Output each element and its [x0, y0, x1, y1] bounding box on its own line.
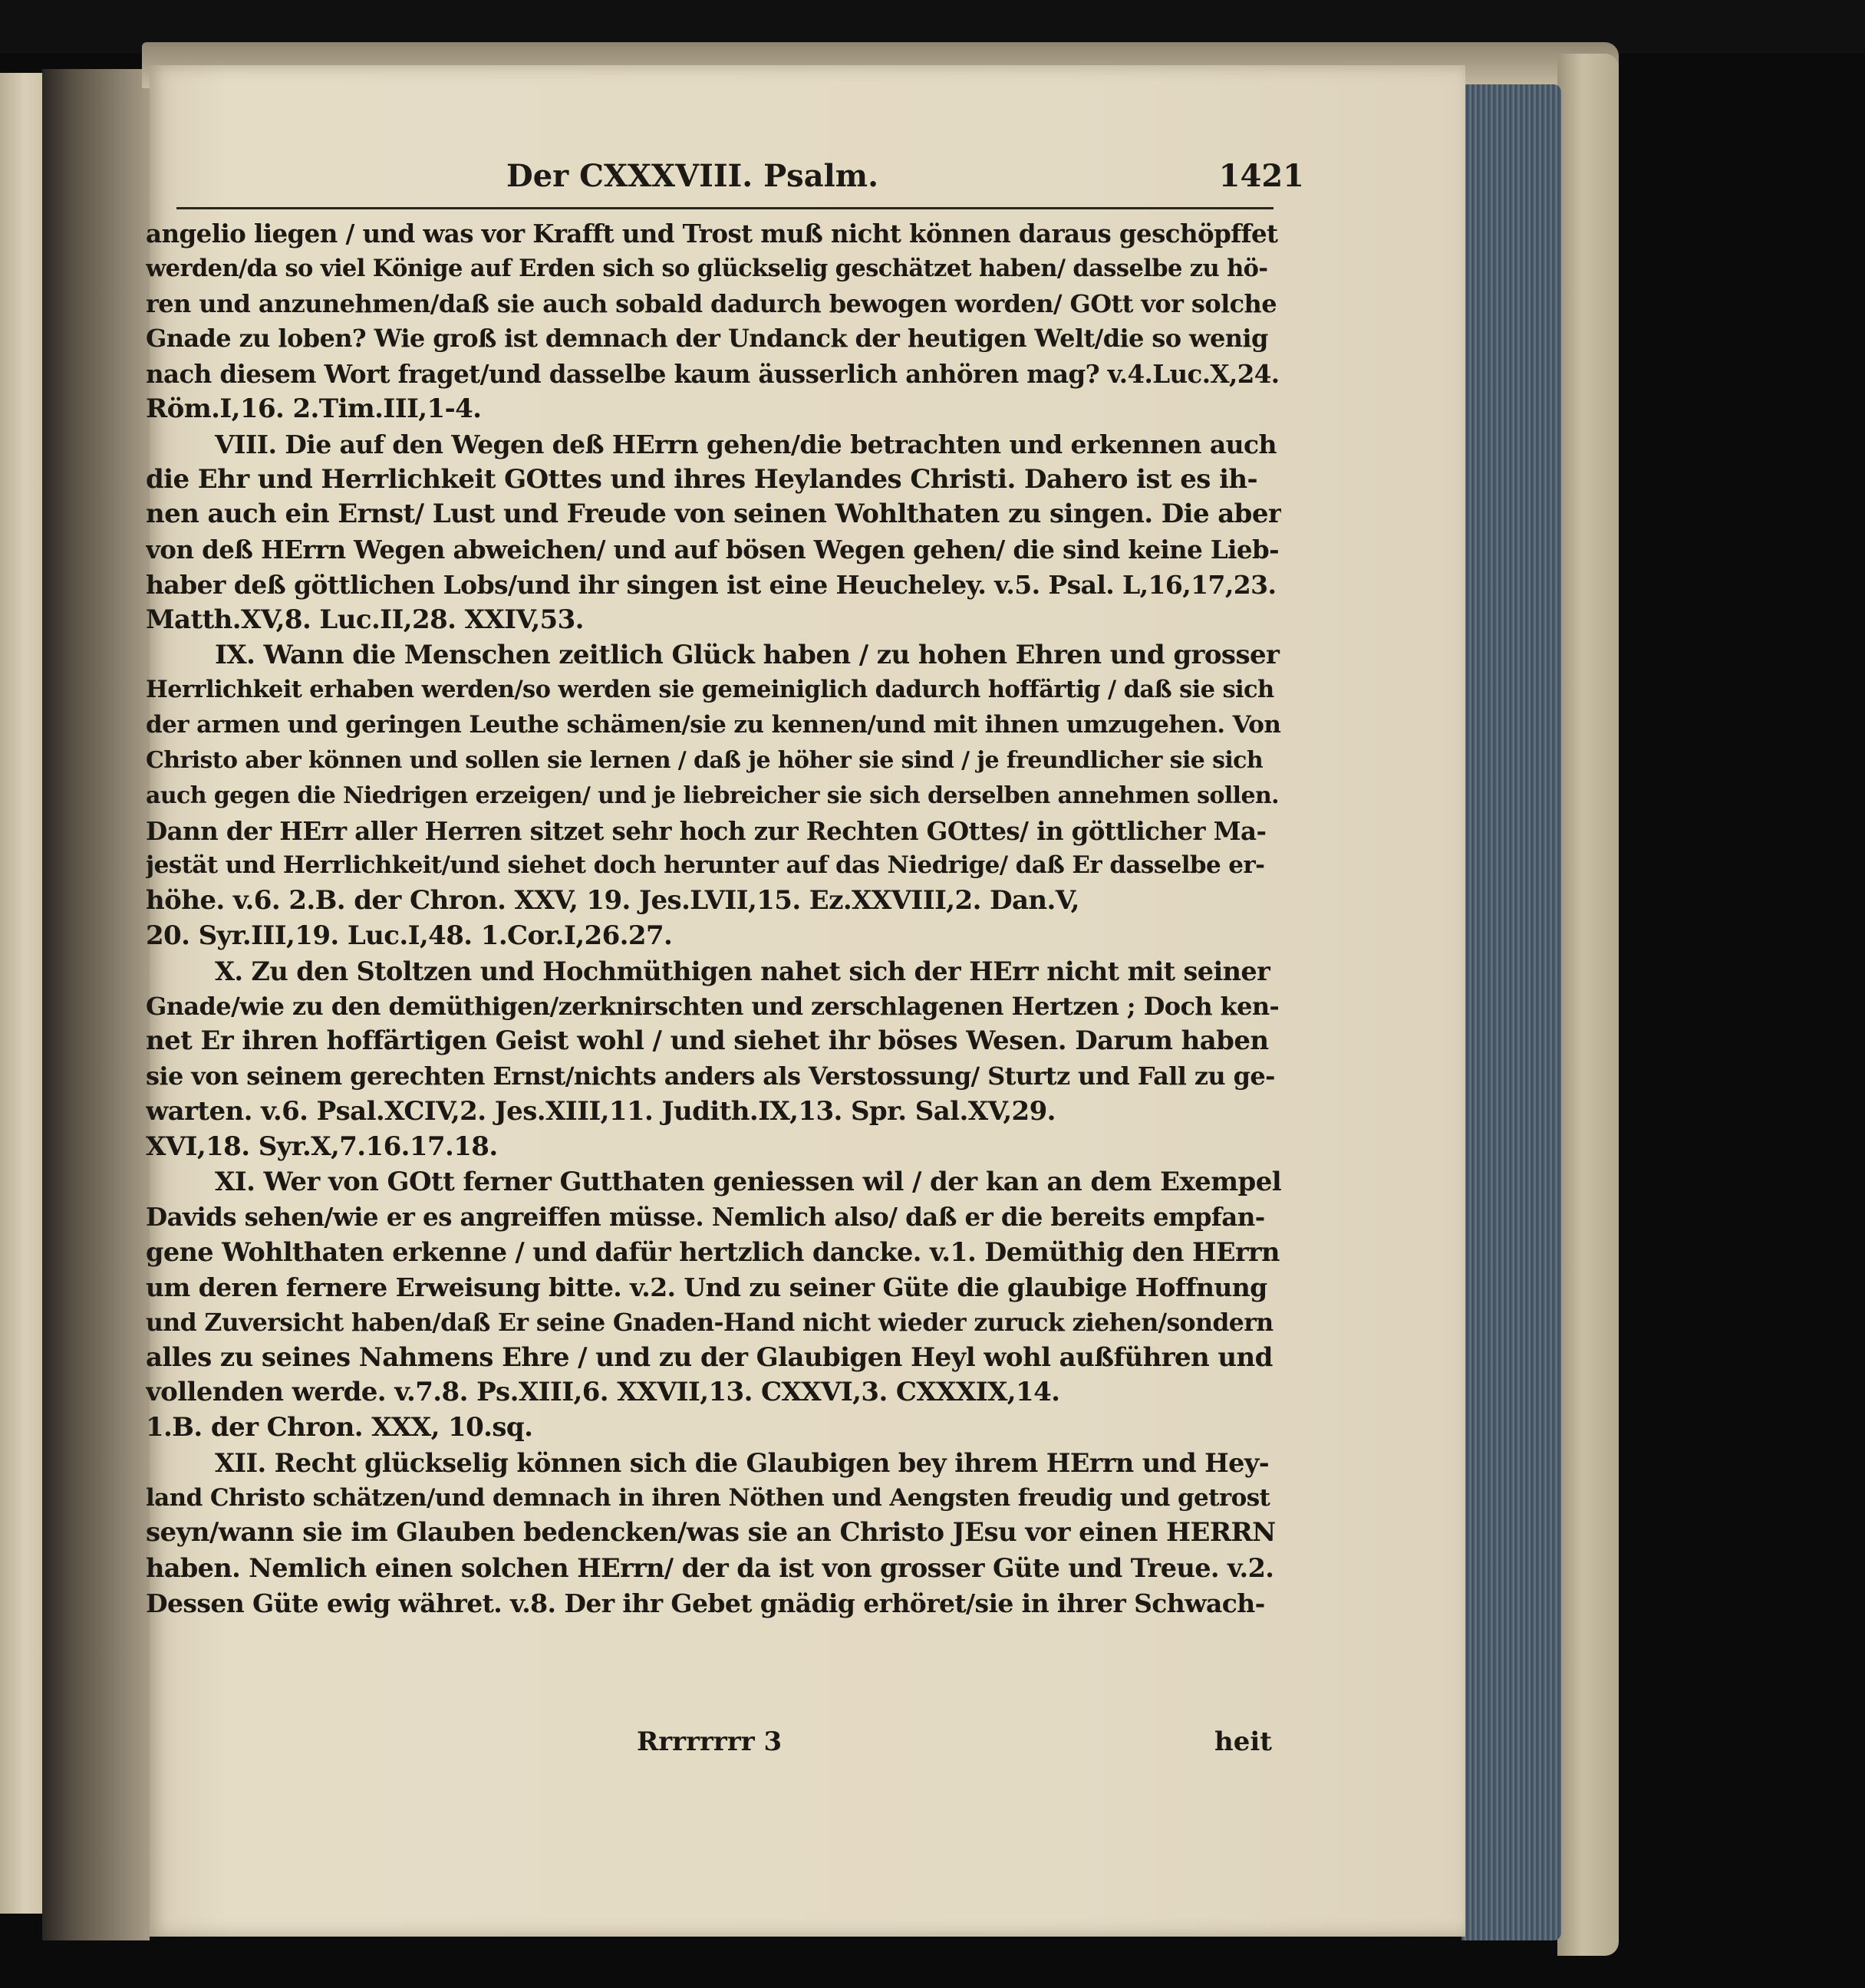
- header-rule: [176, 207, 1274, 209]
- text-line: um deren fernere Erweisung bitte. v.2. Und zu seiner Güte die glaubige Hoffnung: [146, 1272, 1267, 1302]
- text-line: XVI,18. Syr.X,7.16.17.18.: [146, 1131, 498, 1162]
- text-line: haber deß göttlichen Lobs/und ihr singen ist eine Heucheley. v.5. Psal. L,16,17,23.: [146, 569, 1277, 600]
- text-line: Gnade zu loben? Wie groß ist demnach der Undanck der heutigen Welt/die so wenig: [146, 324, 1268, 354]
- text-line: 1.B. der Chron. XXX, 10.sq.: [146, 1412, 533, 1443]
- catchword: heit: [1214, 1726, 1272, 1757]
- text-line: und Zuversicht haben/daß Er seine Gnaden-Hand nicht wieder zuruck ziehen/sondern: [146, 1308, 1274, 1337]
- page-number: 1421: [1218, 158, 1304, 194]
- text-line: angelio liegen / und was vor Krafft und Trost muß nicht können daraus geschöpffet: [146, 219, 1278, 248]
- book-cover-right: [1557, 54, 1619, 1956]
- text-line: Gnade/wie zu den demüthigen/zerknirschten und zerschlagenen Hertzen ; Doch ken-: [146, 991, 1280, 1021]
- text-line: höhe. v.6. 2.B. der Chron. XXV, 19. Jes.LVII,15. Ez.XXVIII,2. Dan.V,: [146, 885, 1079, 917]
- text-line: Christo aber können und sollen sie lernen / daß je höher sie sind / je freundlicher sie sich: [146, 746, 1264, 774]
- book-gutter: [42, 69, 150, 1940]
- page-footer: [146, 1726, 1281, 1763]
- page-block-edge: [1461, 84, 1561, 1940]
- text-line: haben. Nemlich einen solchen HErrn/ der da ist von grosser Güte und Treue. v.2.: [146, 1553, 1274, 1584]
- text-line: werden/da so viel Könige auf Erden sich so glückselig geschätzet haben/ dasselbe zu hö-: [146, 254, 1268, 282]
- text-line: Matth.XV,8. Luc.II,28. XXIV,53.: [146, 604, 584, 635]
- text-line: vollenden werde. v.7.8. Ps.XIII,6. XXVII,13. CXXVI,3. CXXXIX,14.: [146, 1377, 1060, 1408]
- text-line: jestät und Herrlichkeit/und siehet doch herunter auf das Niedrige/ daß Er dasselbe er-: [146, 851, 1265, 880]
- text-line: warten. v.6. Psal.XCIV,2. Jes.XIII,11. Judith.IX,13. Spr. Sal.XV,29.: [146, 1095, 1056, 1127]
- facing-page-edge: [0, 73, 42, 1914]
- running-title: Der CXXXVIII. Psalm.: [506, 158, 879, 194]
- text-line: Herrlichkeit erhaben werden/so werden sie gemeiniglich dadurch hoffärtig / daß sie sich: [146, 676, 1274, 704]
- signature-mark: Rrrrrrrr 3: [637, 1726, 783, 1757]
- text-line: sie von seinem gerechten Ernst/nichts anders als Verstossung/ Sturtz und Fall zu ge-: [146, 1061, 1275, 1091]
- text-line: Dann der HErr aller Herren sitzet sehr hoch zur Rechten GOttes/ in göttlicher Ma-: [146, 815, 1267, 846]
- text-line: X. Zu den Stoltzen und Hochmüthigen nahet sich der HErr nicht mit seiner: [215, 956, 1270, 986]
- text-line: XI. Wer von GOtt ferner Gutthaten geniessen wil / der kan an dem Exempel: [215, 1166, 1281, 1197]
- text-line: nach diesem Wort fraget/und dasselbe kaum äusserlich anhören mag? v.4.Luc.X,24.: [146, 359, 1280, 390]
- text-line: land Christo schätzen/und demnach in ihren Nöthen und Aengsten freudig und getrost: [146, 1483, 1270, 1512]
- text-line: XII. Recht glückselig können sich die Glaubigen bey ihrem HErrn und Hey-: [215, 1447, 1270, 1478]
- text-line: 20. Syr.III,19. Luc.I,48. 1.Cor.I,26.27.: [146, 920, 673, 951]
- text-line: die Ehr und Herrlichkeit GOttes und ihres Heylandes Christi. Dahero ist es ih-: [146, 463, 1258, 495]
- text-line: ren und anzunehmen/daß sie auch sobald dadurch bewogen worden/ GOtt vor solche: [146, 288, 1277, 318]
- text-line: Davids sehen/wie er es angreiffen müsse. Nemlich also/ daß er die bereits empfan-: [146, 1202, 1265, 1233]
- text-line: Dessen Güte ewig währet. v.8. Der ihr Gebet gnädig erhöret/sie in ihrer Schwach-: [146, 1588, 1265, 1619]
- text-line: VIII. Die auf den Wegen deß HErrn gehen/die betrachten und erkennen auch: [215, 429, 1277, 459]
- text-line: auch gegen die Niedrigen erzeigen/ und je liebreicher sie sich derselben annehmen sollen.: [146, 782, 1280, 809]
- text-line: der armen und geringen Leuthe schämen/sie zu kennen/und mit ihnen umzugehen. Von: [146, 711, 1281, 739]
- text-line: seyn/wann sie im Glauben bedencken/was sie an Christo JEsu vor einen HERRN: [146, 1517, 1276, 1549]
- text-line: net Er ihren hoffärtigen Geist wohl / und siehet ihr böses Wesen. Darum haben: [146, 1025, 1269, 1057]
- text-line: Röm.I,16. 2.Tim.III,1-4.: [146, 393, 482, 424]
- text-line: IX. Wann die Menschen zeitlich Glück haben / zu hohen Ehren und grosser: [215, 639, 1280, 670]
- page-header: [506, 158, 1304, 196]
- text-line: von deß HErrn Wegen abweichen/ und auf bösen Wegen gehen/ die sind keine Lieb-: [146, 535, 1279, 565]
- text-line: nen auch ein Ernst/ Lust und Freude von seinen Wohlthaten zu singen. Die aber: [146, 499, 1281, 530]
- text-line: gene Wohlthaten erkenne / und dafür hertzlich dancke. v.1. Demüthig den HErrn: [146, 1237, 1280, 1268]
- text-line: alles zu seines Nahmens Ehre / und zu der Glaubigen Heyl wohl außführen und: [146, 1341, 1273, 1373]
- body-text: [146, 216, 1281, 1621]
